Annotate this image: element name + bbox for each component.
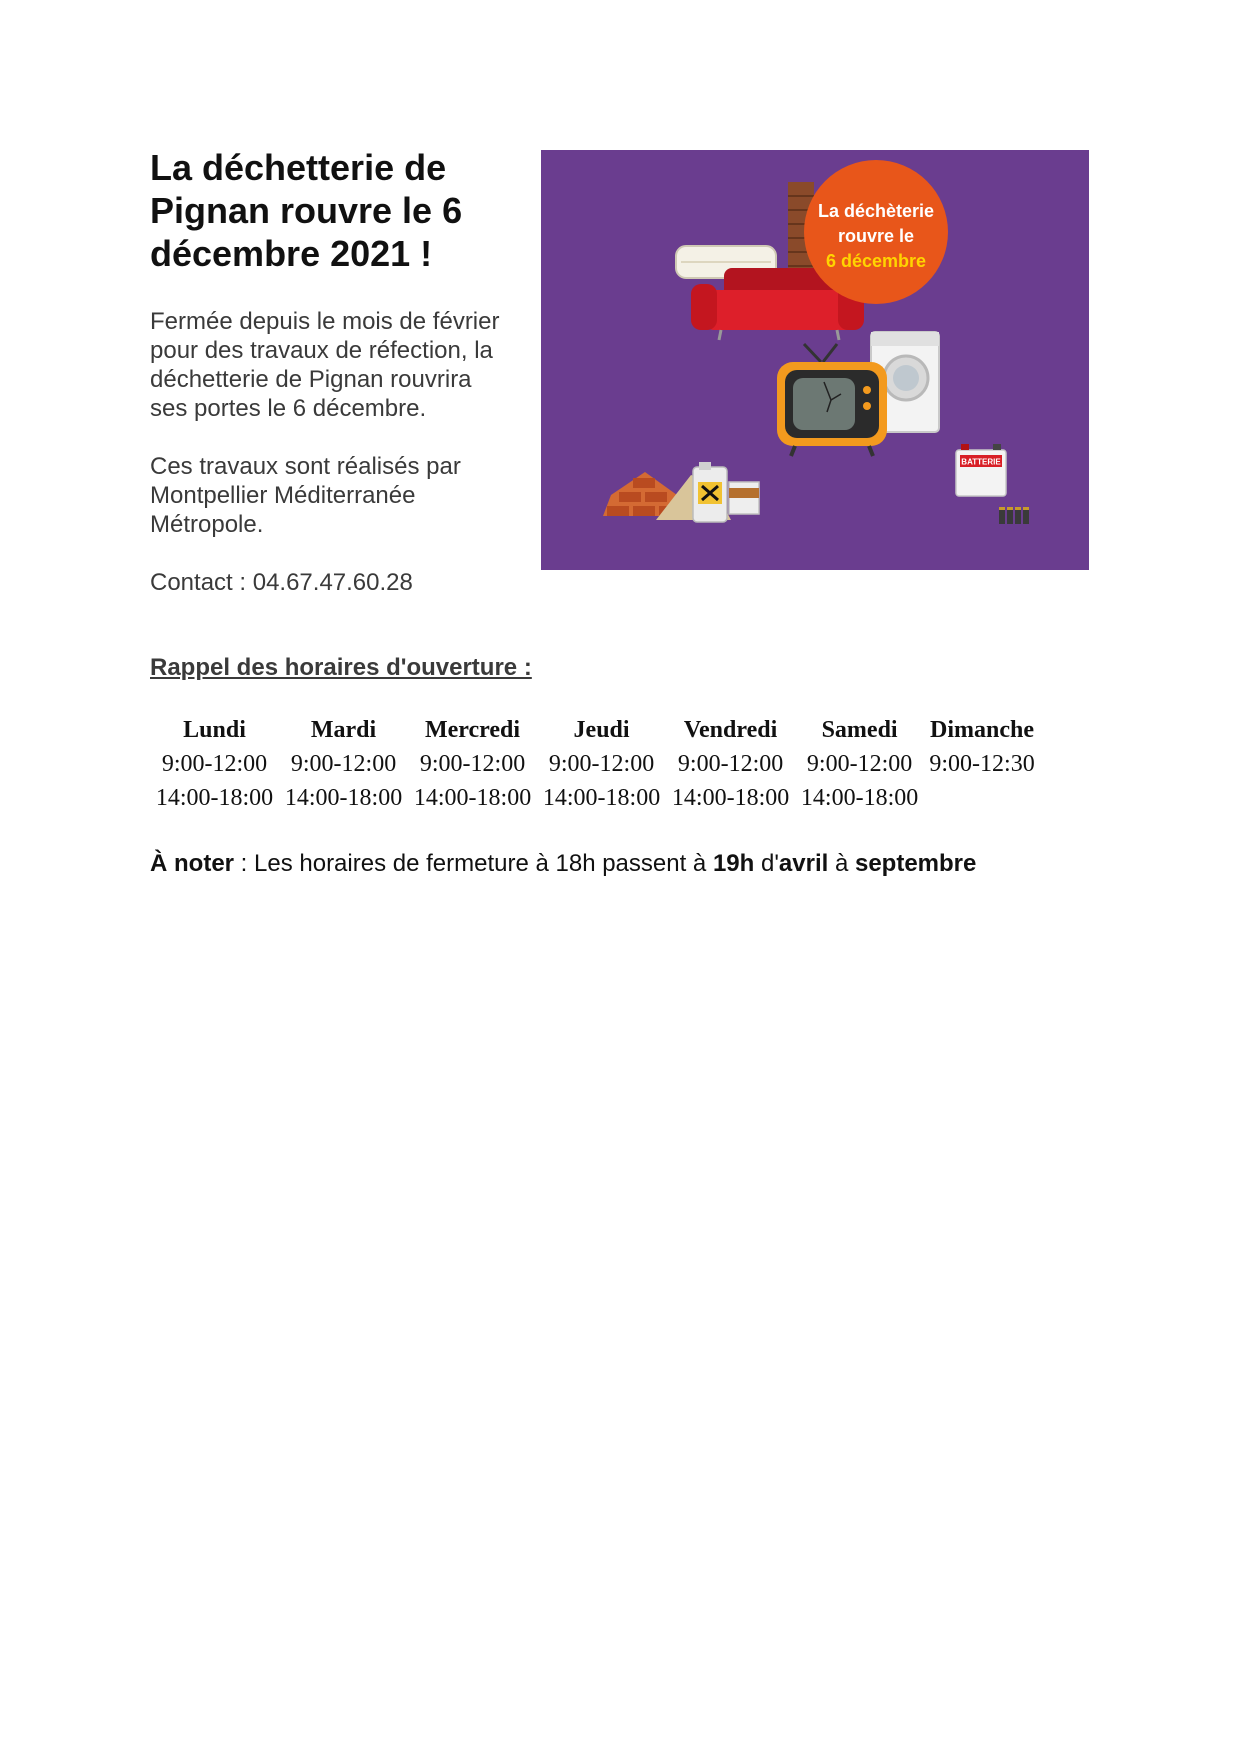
morning-hours: 9:00-12:00	[161, 750, 268, 777]
hero-illustration	[541, 150, 1089, 570]
day-header: Vendredi	[683, 716, 778, 743]
afternoon-hours: 14:00-18:00	[671, 784, 790, 811]
table-row	[150, 781, 1040, 815]
badge-line: rouvre le	[837, 226, 915, 246]
note-label: À noter	[150, 850, 234, 877]
morning-hours: 9:00-12:00	[806, 750, 913, 777]
morning-hours: 9:00-12:30	[929, 750, 1035, 777]
page-title: La déchetterie de Pignan rouvre le 6 décembre 2021 !	[150, 147, 463, 274]
note-text: d'	[754, 850, 779, 877]
battery-icon	[956, 444, 1006, 496]
intro-text	[150, 307, 510, 597]
morning-hours: 9:00-12:00	[290, 750, 397, 777]
opening-hours-table	[150, 713, 1040, 815]
morning-hours: 9:00-12:00	[548, 750, 655, 777]
hero-svg	[541, 150, 1089, 570]
note-highlight: avril	[778, 850, 829, 877]
note-line	[150, 849, 976, 878]
paint-pot-icon	[729, 482, 759, 514]
day-header: Jeudi	[573, 716, 630, 743]
morning-hours: 9:00-12:00	[677, 750, 784, 777]
note-text: à	[828, 850, 855, 877]
hazardous-container-icon	[693, 462, 727, 522]
afternoon-hours: 14:00-18:00	[413, 784, 532, 811]
note-text: : Les horaires de fermeture à 18h passent à	[234, 850, 713, 877]
intro-paragraph: Fermée depuis le mois de février pour des travaux de réfection, la déchetterie de Pignan rouvrira ses portes le 6 décembre.	[150, 308, 500, 422]
afternoon-hours: 14:00-18:00	[155, 784, 274, 811]
day-header: Mardi	[310, 716, 377, 743]
afternoon-hours: 14:00-18:00	[800, 784, 919, 811]
battery-label: BATTERIE	[961, 457, 1001, 467]
contact-line: Contact : 04.67.47.60.28	[150, 569, 413, 596]
note-highlight: 19h	[712, 850, 755, 877]
afternoon-hours: 14:00-18:00	[284, 784, 403, 811]
day-header: Mercredi	[425, 716, 521, 743]
day-header: Lundi	[183, 716, 246, 743]
day-header: Dimanche	[930, 716, 1035, 743]
hours-heading: Rappel des horaires d'ouverture :	[150, 654, 532, 681]
intro-paragraph: Ces travaux sont réalisés par Montpellier Méditerranée Métropole.	[150, 453, 461, 538]
morning-hours: 9:00-12:00	[419, 750, 526, 777]
badge-line: La déchèterie	[817, 201, 935, 221]
day-header: Samedi	[821, 716, 898, 743]
reopening-badge	[804, 160, 948, 304]
badge-date: 6 décembre	[825, 251, 927, 271]
table-row	[150, 747, 1040, 781]
afternoon-hours: 14:00-18:00	[542, 784, 661, 811]
table-header-row	[150, 713, 1040, 747]
afternoon-hours	[924, 781, 1040, 815]
note-highlight: septembre	[854, 850, 977, 877]
